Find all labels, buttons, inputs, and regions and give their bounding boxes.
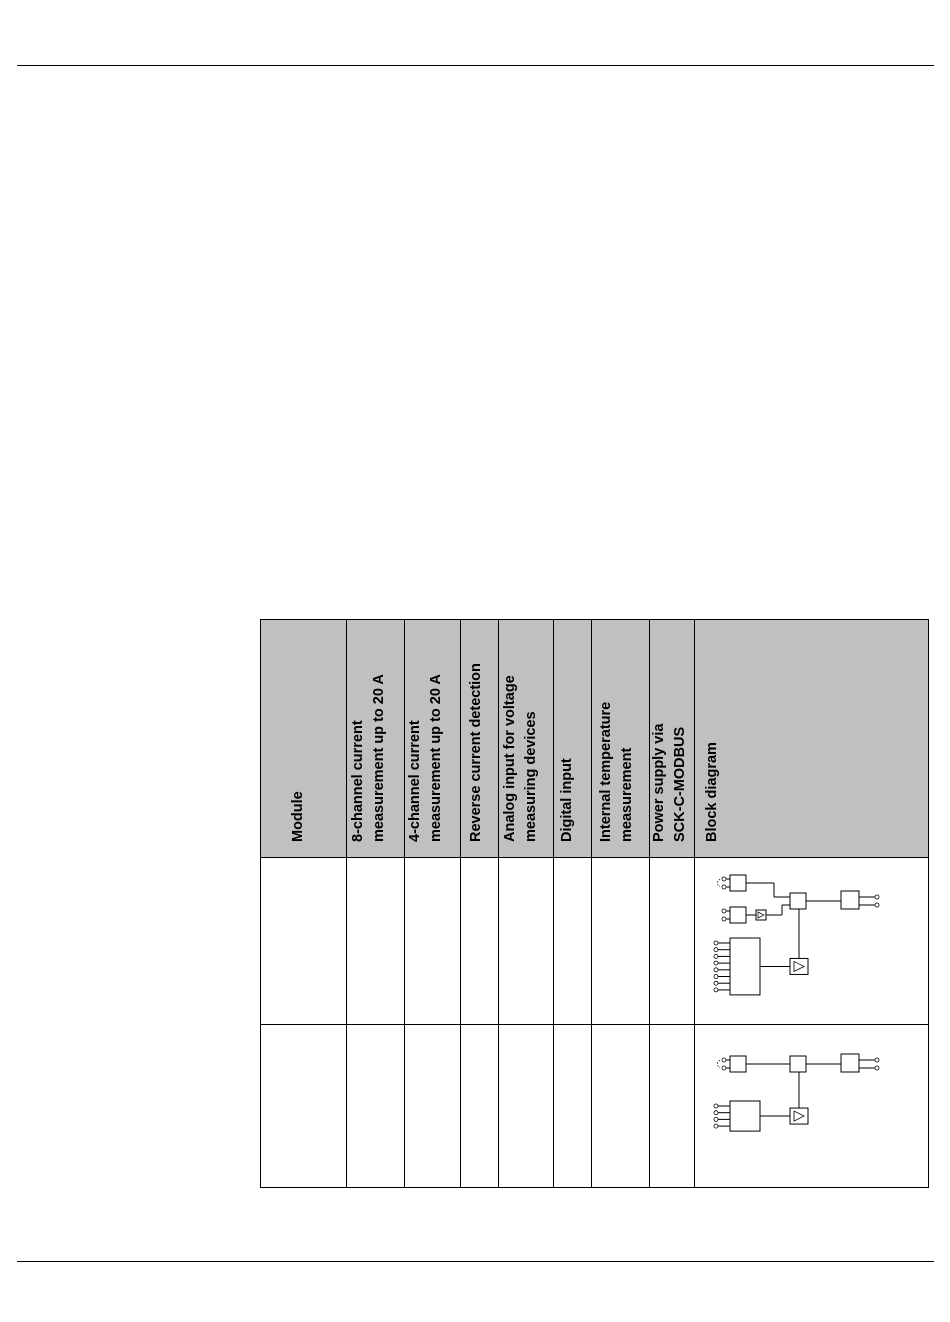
processor-block-icon: [790, 893, 806, 909]
terminal-icon: [875, 1058, 879, 1062]
header-4-channel: 4-channel current measurement up to 20 A: [407, 674, 444, 842]
header-analog-input: Analog input for voltage measuring devices: [502, 675, 539, 842]
terminal-icon: [875, 1066, 879, 1070]
header-rule: [17, 65, 934, 66]
terminal-icon: [714, 1117, 718, 1121]
terminal-icon: [714, 975, 718, 979]
header-8-channel: 8-channel current measurement up to 20 A: [350, 674, 387, 842]
terminal-icon: [875, 895, 879, 899]
terminal-icon: [714, 948, 718, 952]
header-module: Module: [290, 791, 306, 842]
footer-rule: [17, 1261, 934, 1262]
header-block-diagram: Block diagram: [704, 742, 720, 842]
terminal-icon: [722, 1058, 726, 1062]
output-block-icon: [841, 891, 859, 909]
terminal-icon: [875, 903, 879, 907]
input-block-icon: [730, 1056, 746, 1072]
terminal-icon: [714, 961, 718, 965]
terminal-icon: [714, 941, 718, 945]
header-internal-temperature: Internal temperature measurement: [598, 701, 635, 842]
terminal-icon: [714, 1104, 718, 1108]
terminal-icon: [714, 954, 718, 958]
loop-icon: [718, 879, 721, 887]
header-digital-input: Digital input: [559, 758, 575, 842]
terminal-icon: [714, 988, 718, 992]
terminal-icon: [722, 885, 726, 889]
block-diagram-row-2: [714, 1054, 879, 1131]
loop-icon: [718, 1060, 721, 1068]
terminal-icon: [714, 981, 718, 985]
terminal-icon: [722, 909, 726, 913]
channel-block-icon: [730, 938, 760, 995]
processor-block-icon: [790, 1056, 806, 1072]
input-block-icon: [730, 907, 746, 923]
terminal-icon: [722, 917, 726, 921]
output-block-icon: [841, 1054, 859, 1072]
terminal-icon: [722, 1066, 726, 1070]
header-power-supply: Power supply via SCK-C-MODBUS: [651, 723, 688, 842]
terminal-icon: [714, 968, 718, 972]
terminal-icon: [714, 1111, 718, 1115]
terminal-icon: [722, 877, 726, 881]
terminal-icon: [714, 1124, 718, 1128]
channel-block-icon: [730, 1101, 760, 1131]
header-reverse-current: Reverse current detection: [468, 663, 484, 842]
module-table: [260, 619, 929, 1188]
input-block-icon: [730, 875, 746, 891]
amplifier-block-icon: [790, 958, 808, 974]
block-diagram-row-1: [714, 875, 879, 995]
amplifier-block-icon: [790, 1108, 808, 1124]
